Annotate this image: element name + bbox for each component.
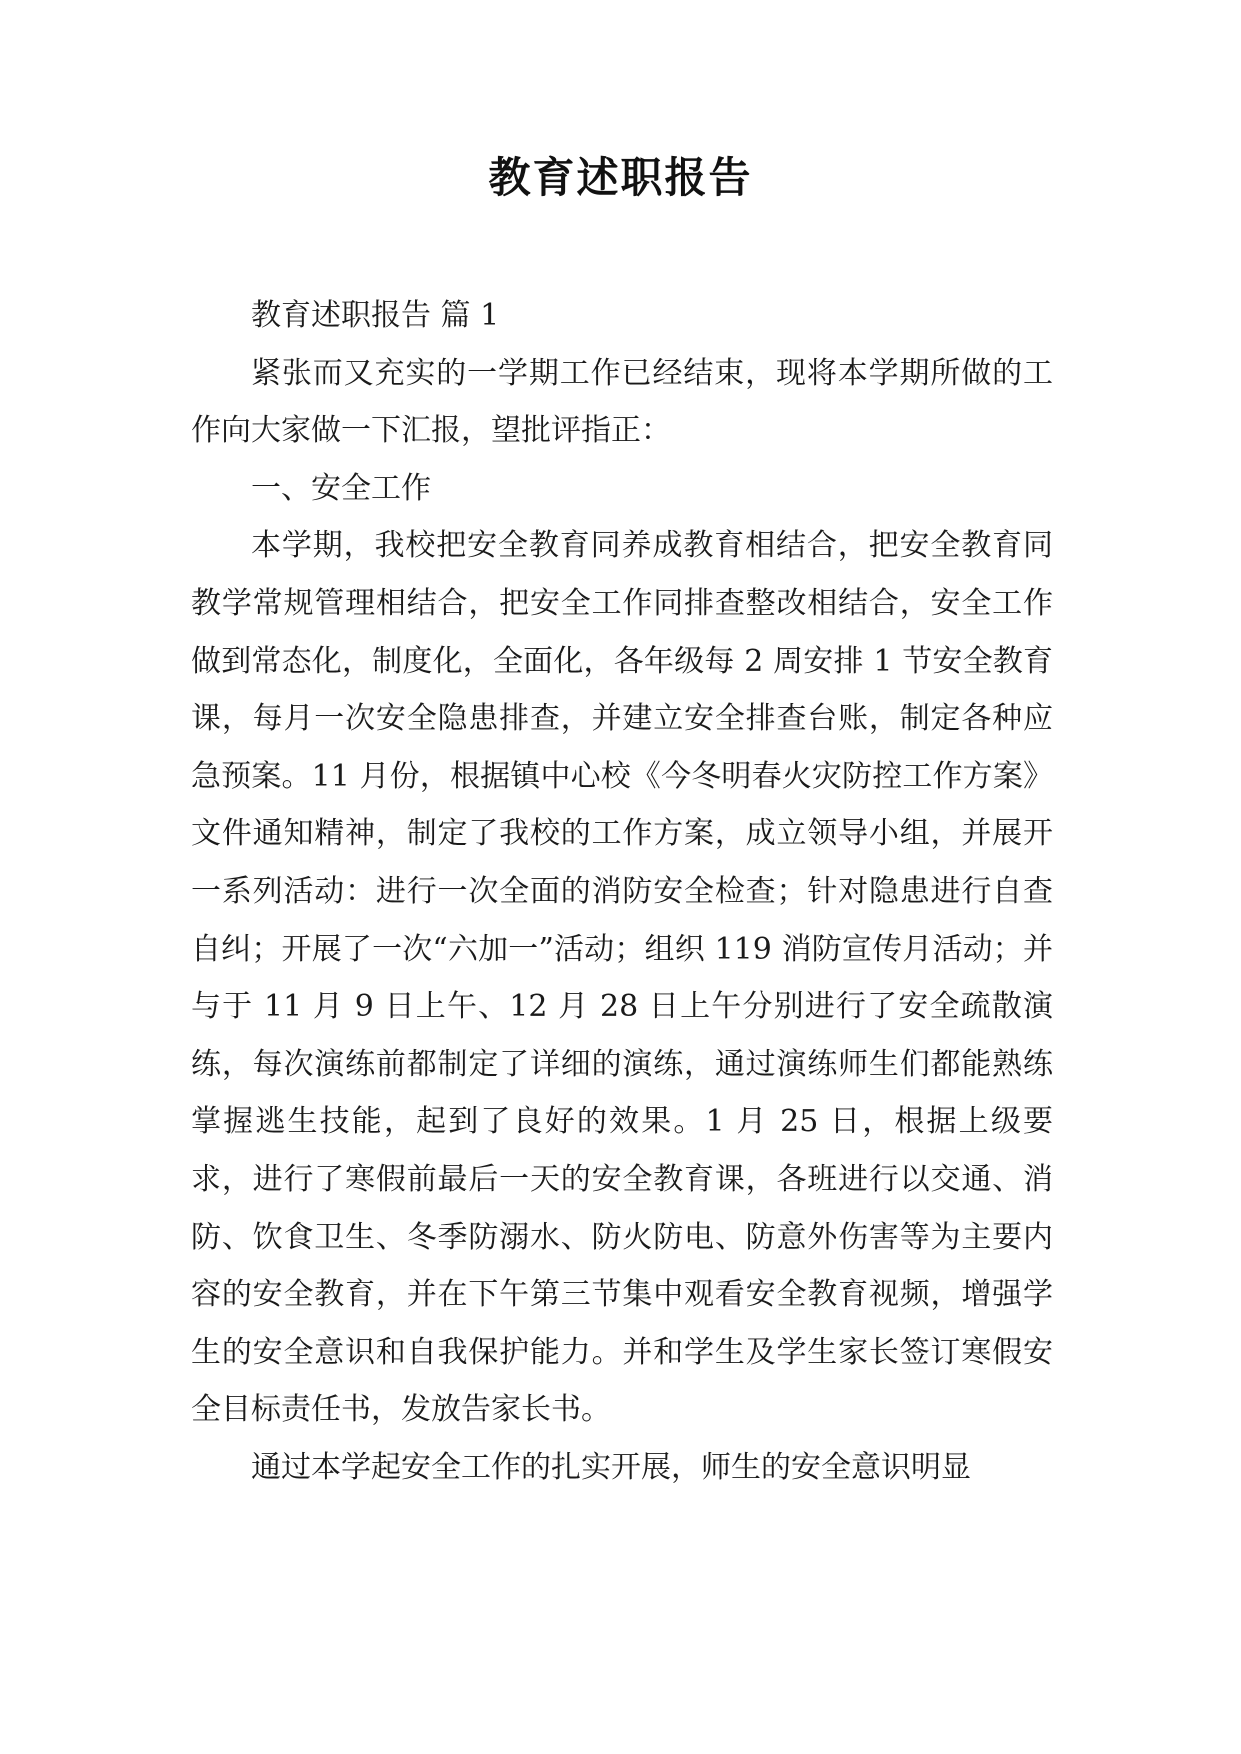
section-heading-part-1: 教育述职报告 篇 1 — [251, 298, 500, 333]
intro-paragraph: 紧张而又充实的一学期工作已经结束，现将本学期所做的工作向大家做一下汇报，望批评指正： — [191, 355, 1053, 449]
document-title: 教育述职报告 — [488, 153, 753, 202]
safety-work-paragraph: 本学期，我校把安全教育同养成教育相结合，把安全教育同教学常规管理相结合，把安全工作同排查整改相结合，安全工作做到常态化，制度化，全面化，各年级每 2 周安排 1 节安全教育课，每月一次安全隐患排查，并建立安全排查台账，制定各种应急预案。11 月份，根据镇中心校《今冬明春火灾防控工作方案》文件通知精神，制定了我校的工作方案，成立领导小组，并展开一系列活动：进行一次全面的消防安全检查；针对隐患进行自查自纠；开展了一次“六加一”活动；组织 119 消防宣传月活动；并与于 11 月 9 日上午、12 月 28 日上午分别进行了安全疏散演练，每次演练前都制定了详细的演练，通过演练师生们都能熟练掌握逃生技能，起到了良好的效果。1 月 25 日，根据上级要求，进行了寒假前最后一天的安全教育课，各班进行以交通、消防、饮食卫生、冬季防溺水、防火防电、防意外伤害等为主要内容的安全教育，并在下午第三节集中观看安全教育视频，增强学生的安全意识和自我保护能力。并和学生及学生家长签订寒假安全目标责任书，发放告家长书。 — [191, 528, 1053, 1428]
safety-summary-paragraph: 通过本学起安全工作的扎实开展，师生的安全意识明显 — [251, 1449, 971, 1485]
document-body — [191, 287, 1053, 1496]
section-heading-safety: 一、安全工作 — [251, 470, 431, 506]
